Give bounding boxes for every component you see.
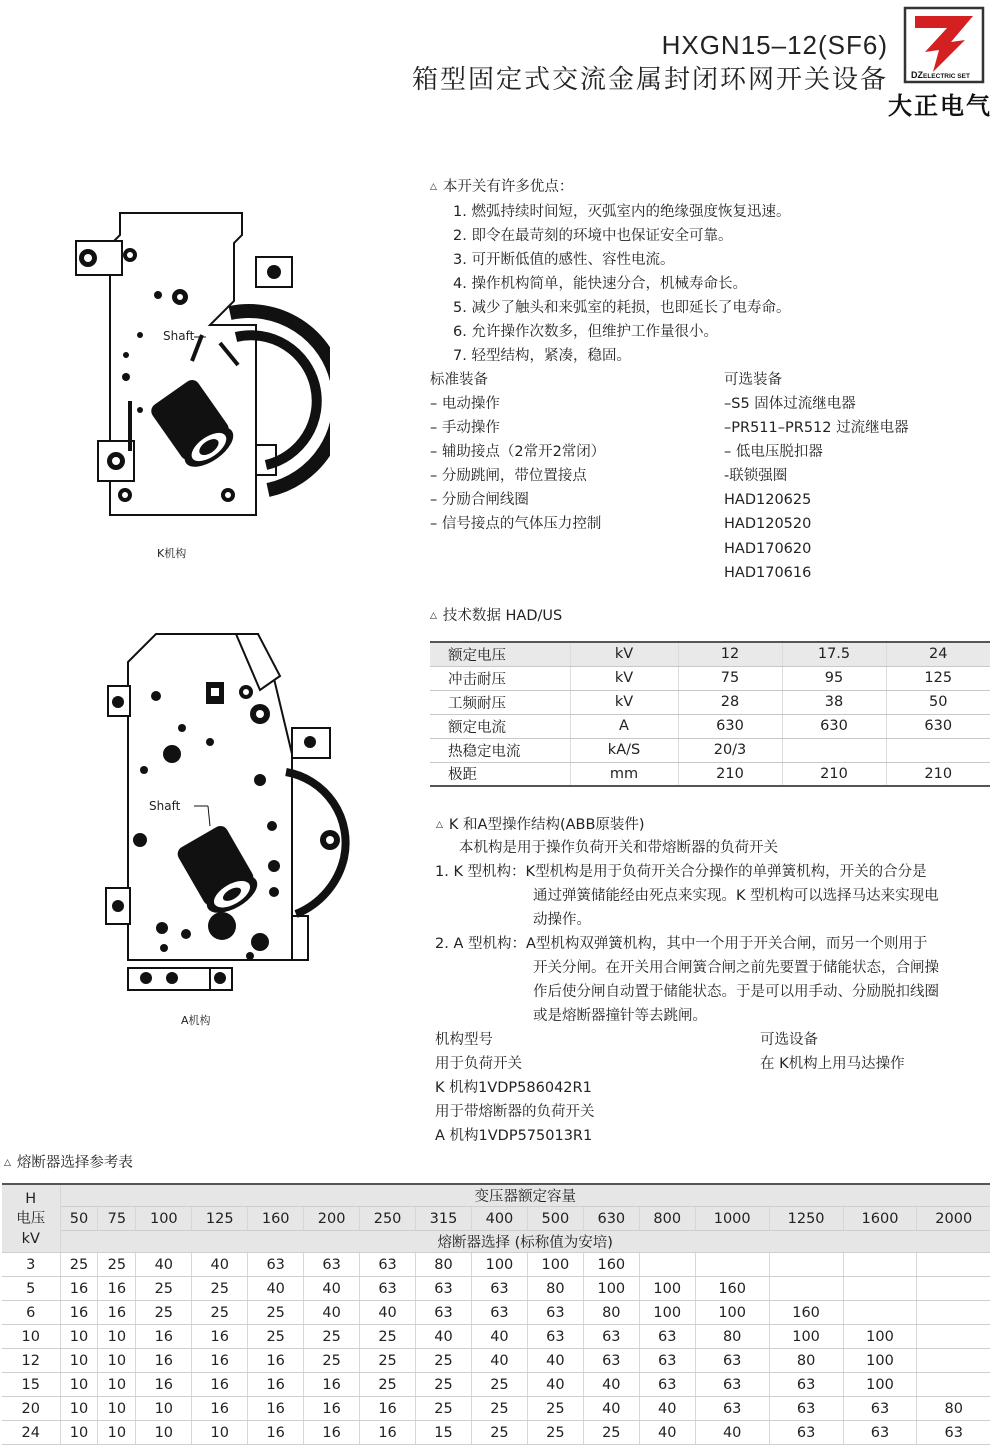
fuse-value-cell: 16 <box>98 1301 136 1325</box>
fuse-value-cell: 16 <box>248 1421 304 1445</box>
mechanism-model-item: 用于负荷开关 <box>435 1056 522 1072</box>
fuse-value-cell: 16 <box>136 1373 192 1397</box>
table-cell: 50 <box>886 690 990 714</box>
table-cell: 12 <box>678 642 782 666</box>
advantage-item: 1. 燃弧持续时间短，灭弧室内的绝缘强度恢复迅速。 <box>453 204 791 220</box>
table-cell: 210 <box>782 762 886 786</box>
table-header-row <box>2 1184 990 1207</box>
capacity-cell: 400 <box>471 1207 527 1231</box>
fuse-value-cell: 63 <box>695 1373 769 1397</box>
capacity-cell: 250 <box>360 1207 416 1231</box>
table-cell: 95 <box>782 666 886 690</box>
voltage-cell: 24 <box>2 1421 60 1445</box>
table-cell: A <box>570 714 678 738</box>
capacity-cell: 630 <box>583 1207 639 1231</box>
fuse-value-cell: 100 <box>639 1277 695 1301</box>
table-row <box>2 1301 990 1325</box>
voltage-cell: 5 <box>2 1277 60 1301</box>
fuse-value-cell: 63 <box>639 1349 695 1373</box>
fuse-value-cell <box>917 1253 990 1277</box>
fuse-value-cell: 100 <box>527 1253 583 1277</box>
fuse-value-cell: 63 <box>917 1421 990 1445</box>
capacity-cell: 315 <box>416 1207 472 1231</box>
optional-equipment-item: HAD170620 <box>724 541 812 557</box>
fuse-value-cell: 10 <box>60 1421 98 1445</box>
fuse-value-cell: 40 <box>527 1373 583 1397</box>
fuse-value-cell <box>917 1277 990 1301</box>
voltage-cell: 6 <box>2 1301 60 1325</box>
fuse-value-cell: 25 <box>304 1349 360 1373</box>
table-cell: 630 <box>886 714 990 738</box>
standard-equipment-item: – 分励跳闸，带位置接点 <box>430 468 587 484</box>
fuse-value-cell: 25 <box>136 1277 192 1301</box>
fuse-selection-table <box>2 1183 990 1445</box>
table-cell: kV <box>570 642 678 666</box>
standard-equipment-item: – 辅助接点（2常开2常闭） <box>430 444 606 460</box>
fuse-value-cell: 25 <box>527 1397 583 1421</box>
table-cell: 28 <box>678 690 782 714</box>
table-cell <box>782 738 886 762</box>
fuse-value-cell: 100 <box>583 1277 639 1301</box>
table-cell: 24 <box>886 642 990 666</box>
k-shaft-label: Shaft <box>163 329 195 343</box>
fuse-value-cell: 80 <box>769 1349 843 1373</box>
optional-equipment-heading: 可选装备 <box>724 372 782 388</box>
table-cell: kA/S <box>570 738 678 762</box>
mechanism-model-item: A 机构1VDP575013R1 <box>435 1128 593 1144</box>
fuse-value-cell: 25 <box>248 1325 304 1349</box>
fuse-value-cell: 16 <box>248 1349 304 1373</box>
advantage-item: 5. 减少了触头和来弧室的耗损，也即延长了电寿命。 <box>453 300 791 316</box>
fuse-value-cell: 63 <box>248 1253 304 1277</box>
fuse-value-cell: 63 <box>527 1301 583 1325</box>
fuse-value-cell: 16 <box>248 1397 304 1421</box>
mechanism-heading: △ K 和A型操作结构(ABB原装件) <box>436 817 645 833</box>
table-row <box>2 1397 990 1421</box>
standard-equipment-item: – 分励合闸线圈 <box>430 492 529 508</box>
fuse-value-cell: 63 <box>471 1277 527 1301</box>
capacity-cell: 100 <box>136 1207 192 1231</box>
fuse-value-cell <box>639 1253 695 1277</box>
capacity-cell: 125 <box>192 1207 248 1231</box>
fuse-value-cell: 40 <box>192 1253 248 1277</box>
fuse-value-cell: 63 <box>843 1421 917 1445</box>
fuse-value-cell: 25 <box>360 1373 416 1397</box>
fuse-value-cell: 10 <box>60 1349 98 1373</box>
fuse-value-cell: 10 <box>60 1397 98 1421</box>
table-row <box>430 738 990 762</box>
voltage-cell: 15 <box>2 1373 60 1397</box>
fuse-value-cell: 40 <box>360 1301 416 1325</box>
table-cell: 额定电压 <box>430 642 570 666</box>
capacity-cell: 200 <box>304 1207 360 1231</box>
optional-equipment-item: –PR511–PR512 过流继电器 <box>724 420 909 436</box>
fuse-value-cell: 10 <box>136 1421 192 1445</box>
advantage-item: 7. 轻型结构，紧凑，稳固。 <box>453 348 631 364</box>
fuse-value-cell: 40 <box>304 1277 360 1301</box>
fuse-value-cell: 63 <box>304 1253 360 1277</box>
fuse-value-cell: 100 <box>695 1301 769 1325</box>
voltage-cell: 3 <box>2 1253 60 1277</box>
table-cell: 38 <box>782 690 886 714</box>
a-mechanism-text: 开关分闸。在开关用合闸簧合闸之前先要置于储能状态，合闸操 <box>533 960 939 976</box>
fuse-value-cell: 63 <box>695 1349 769 1373</box>
capacity-cell: 1000 <box>695 1207 769 1231</box>
fuse-value-cell: 40 <box>471 1349 527 1373</box>
fuse-value-cell: 63 <box>639 1325 695 1349</box>
fuse-value-cell: 100 <box>843 1373 917 1397</box>
fuse-value-cell: 100 <box>843 1325 917 1349</box>
fuse-value-cell: 16 <box>60 1301 98 1325</box>
fuse-value-cell: 25 <box>471 1421 527 1445</box>
fuse-value-cell: 40 <box>527 1349 583 1373</box>
mechanism-optional-heading: 可选设备 <box>760 1032 818 1048</box>
fuse-value-cell: 10 <box>98 1397 136 1421</box>
fuse-value-cell: 16 <box>304 1373 360 1397</box>
advantage-item: 2. 即令在最苛刻的环境中也保证安全可靠。 <box>453 228 733 244</box>
table-cell: 17.5 <box>782 642 886 666</box>
capacity-cell: 1250 <box>769 1207 843 1231</box>
fuse-value-cell: 10 <box>98 1421 136 1445</box>
capacity-cell: 75 <box>98 1207 136 1231</box>
fuse-value-cell: 25 <box>248 1301 304 1325</box>
optional-equipment-item: –S5 固体过流继电器 <box>724 396 856 412</box>
capacity-title: 变压器额定容量 <box>60 1184 990 1207</box>
page-title: 箱型固定式交流金属封闭环网开关设备 <box>411 65 888 95</box>
fuse-value-cell <box>917 1325 990 1349</box>
fuse-value-cell: 25 <box>98 1253 136 1277</box>
fuse-value-cell: 16 <box>192 1397 248 1421</box>
table-row <box>2 1421 990 1445</box>
fuse-value-cell: 63 <box>360 1253 416 1277</box>
table-cell: 75 <box>678 666 782 690</box>
fuse-value-cell: 25 <box>471 1397 527 1421</box>
table-cell: 630 <box>678 714 782 738</box>
voltage-cell: 10 <box>2 1325 60 1349</box>
fuse-value-cell: 10 <box>60 1373 98 1397</box>
table-cell: 额定电流 <box>430 714 570 738</box>
capacity-cell: 800 <box>639 1207 695 1231</box>
fuse-value-cell: 63 <box>471 1301 527 1325</box>
fuse-value-cell: 16 <box>360 1421 416 1445</box>
fuse-value-cell: 63 <box>695 1397 769 1421</box>
voltage-cell: 20 <box>2 1397 60 1421</box>
selection-title: 熔断器选择 (标称值为安培) <box>60 1231 990 1253</box>
model-number: HXGN15–12(SF6) <box>661 30 888 60</box>
fuse-value-cell: 63 <box>769 1373 843 1397</box>
tech-data-table <box>430 641 990 787</box>
fuse-value-cell: 63 <box>843 1397 917 1421</box>
fuse-value-cell <box>917 1301 990 1325</box>
fuse-value-cell: 100 <box>769 1325 843 1349</box>
standard-equipment-item: – 信号接点的气体压力控制 <box>430 516 602 532</box>
fuse-value-cell: 160 <box>695 1277 769 1301</box>
standard-equipment-item: – 手动操作 <box>430 420 500 436</box>
fuse-value-cell: 63 <box>583 1325 639 1349</box>
table-row <box>2 1277 990 1301</box>
fuse-value-cell: 63 <box>769 1397 843 1421</box>
fuse-value-cell <box>843 1301 917 1325</box>
fuse-value-cell: 40 <box>471 1325 527 1349</box>
a-mechanism-text: 或是熔断器撞针等去跳闸。 <box>533 1008 707 1024</box>
mechanism-model-item: K 机构1VDP586042R1 <box>435 1080 592 1096</box>
fuse-value-cell: 16 <box>136 1325 192 1349</box>
voltage-cell: 12 <box>2 1349 60 1373</box>
fuse-value-cell: 16 <box>360 1397 416 1421</box>
mechanism-intro: 本机构是用于操作负荷开关和带熔断器的负荷开关 <box>459 840 778 856</box>
fuse-value-cell <box>917 1373 990 1397</box>
tech-data-heading: △ 技术数据 HAD/US <box>430 608 563 624</box>
fuse-value-cell: 40 <box>136 1253 192 1277</box>
fuse-value-cell: 25 <box>583 1421 639 1445</box>
table-row <box>430 762 990 786</box>
table-cell: 热稳定电流 <box>430 738 570 762</box>
a-mechanism-text: 作后使分闸自动置于储能状态。于是可以用手动、分励脱扣线圈 <box>533 984 939 1000</box>
fuse-value-cell: 100 <box>843 1349 917 1373</box>
table-row <box>430 690 990 714</box>
fuse-value-cell: 25 <box>192 1277 248 1301</box>
k-mechanism-text: 动操作。 <box>533 912 591 928</box>
table-row <box>2 1349 990 1373</box>
fuse-table-heading: △ 熔断器选择参考表 <box>4 1155 133 1171</box>
fuse-value-cell: 63 <box>360 1277 416 1301</box>
fuse-value-cell: 16 <box>192 1325 248 1349</box>
fuse-value-cell: 25 <box>416 1349 472 1373</box>
standard-equipment-heading: 标准装备 <box>430 372 488 388</box>
k-mechanism-diagram <box>70 205 330 525</box>
mechanism-model-heading: 机构型号 <box>435 1032 493 1048</box>
a-mechanism-text: 2. A 型机构：A型机构双弹簧机构，其中一个用于开关合闸，而另一个则用于 <box>435 936 928 952</box>
fuse-value-cell <box>769 1277 843 1301</box>
advantage-item: 3. 可开断低值的感性、容性电流。 <box>453 252 675 268</box>
capacity-cell: 160 <box>248 1207 304 1231</box>
table-row <box>2 1325 990 1349</box>
fuse-value-cell: 63 <box>769 1421 843 1445</box>
fuse-value-cell: 40 <box>583 1373 639 1397</box>
fuse-value-cell: 63 <box>583 1349 639 1373</box>
fuse-value-cell: 25 <box>527 1421 583 1445</box>
table-row <box>2 1373 990 1397</box>
advantage-item: 6. 允许操作次数多，但维护工作量很小。 <box>453 324 718 340</box>
fuse-value-cell: 25 <box>416 1373 472 1397</box>
fuse-value-cell: 16 <box>304 1421 360 1445</box>
fuse-value-cell <box>695 1253 769 1277</box>
fuse-value-cell: 25 <box>304 1325 360 1349</box>
fuse-value-cell: 10 <box>98 1373 136 1397</box>
fuse-value-cell: 16 <box>304 1397 360 1421</box>
company-logo <box>903 6 985 84</box>
table-cell: 工频耐压 <box>430 690 570 714</box>
fuse-value-cell: 160 <box>769 1301 843 1325</box>
table-cell: 630 <box>782 714 886 738</box>
fuse-value-cell: 25 <box>136 1301 192 1325</box>
k-mechanism-text: 通过弹簧储能经由死点来实现。K 型机构可以选择马达来实现电 <box>533 888 939 904</box>
table-row <box>2 1253 990 1277</box>
fuse-value-cell: 16 <box>136 1349 192 1373</box>
fuse-value-cell: 63 <box>639 1373 695 1397</box>
capacity-cell: 50 <box>60 1207 98 1231</box>
table-cell: 冲击耐压 <box>430 666 570 690</box>
fuse-value-cell <box>843 1277 917 1301</box>
fuse-value-cell: 10 <box>98 1325 136 1349</box>
voltage-header: H 电压 kV <box>2 1184 60 1253</box>
fuse-value-cell: 100 <box>471 1253 527 1277</box>
table-row <box>430 642 990 666</box>
table-row <box>430 666 990 690</box>
table-header-row <box>2 1231 990 1253</box>
fuse-value-cell: 80 <box>695 1325 769 1349</box>
fuse-value-cell <box>843 1253 917 1277</box>
table-cell: kV <box>570 690 678 714</box>
fuse-value-cell: 25 <box>471 1373 527 1397</box>
brand-name: 大正电气 <box>888 91 992 120</box>
mechanism-optional-item: 在 K机构上用马达操作 <box>760 1056 905 1072</box>
advantages-heading: △ 本开关有许多优点： <box>430 179 574 195</box>
fuse-value-cell: 40 <box>695 1421 769 1445</box>
table-row <box>430 714 990 738</box>
fuse-value-cell: 80 <box>527 1277 583 1301</box>
a-shaft-label: Shaft <box>149 799 181 813</box>
fuse-value-cell: 80 <box>583 1301 639 1325</box>
fuse-value-cell: 25 <box>416 1397 472 1421</box>
fuse-value-cell: 10 <box>98 1349 136 1373</box>
optional-equipment-item: – 低电压脱扣器 <box>724 444 823 460</box>
table-cell: 125 <box>886 666 990 690</box>
fuse-value-cell: 40 <box>639 1421 695 1445</box>
table-cell: mm <box>570 762 678 786</box>
capacity-cell: 1600 <box>843 1207 917 1231</box>
fuse-value-cell: 16 <box>248 1373 304 1397</box>
advantage-item: 4. 操作机构简单，能快速分合，机械寿命长。 <box>453 276 747 292</box>
k-mechanism-caption: K机构 <box>157 547 187 560</box>
table-cell: 210 <box>886 762 990 786</box>
mechanism-model-item: 用于带熔断器的负荷开关 <box>435 1104 595 1120</box>
capacity-cell: 2000 <box>917 1207 990 1231</box>
fuse-value-cell: 25 <box>360 1325 416 1349</box>
table-cell: kV <box>570 666 678 690</box>
fuse-value-cell: 15 <box>416 1421 472 1445</box>
fuse-value-cell: 40 <box>416 1325 472 1349</box>
fuse-value-cell: 16 <box>98 1277 136 1301</box>
fuse-value-cell: 16 <box>60 1277 98 1301</box>
fuse-value-cell: 63 <box>527 1325 583 1349</box>
fuse-value-cell: 10 <box>136 1397 192 1421</box>
fuse-value-cell: 100 <box>639 1301 695 1325</box>
k-mechanism-text: 1. K 型机构：K型机构是用于负荷开关合分操作的单弹簧机构，开关的合分是 <box>435 864 927 880</box>
a-mechanism-caption: A机构 <box>181 1014 211 1027</box>
fuse-value-cell <box>917 1349 990 1373</box>
fuse-value-cell: 25 <box>192 1301 248 1325</box>
fuse-value-cell: 63 <box>416 1301 472 1325</box>
fuse-value-cell: 10 <box>60 1325 98 1349</box>
fuse-value-cell: 10 <box>192 1421 248 1445</box>
optional-equipment-item: -联锁强圈 <box>724 468 788 484</box>
standard-equipment-item: – 电动操作 <box>430 396 500 412</box>
svg-text:DZELECTRIC SET: DZELECTRIC SET <box>911 70 970 80</box>
optional-equipment-item: HAD170616 <box>724 565 812 581</box>
capacity-cell: 500 <box>527 1207 583 1231</box>
fuse-value-cell: 80 <box>917 1397 990 1421</box>
fuse-value-cell: 16 <box>192 1349 248 1373</box>
fuse-value-cell: 16 <box>192 1373 248 1397</box>
fuse-value-cell: 25 <box>360 1349 416 1373</box>
fuse-value-cell: 160 <box>583 1253 639 1277</box>
fuse-value-cell: 25 <box>60 1253 98 1277</box>
table-cell: 210 <box>678 762 782 786</box>
fuse-value-cell: 40 <box>248 1277 304 1301</box>
table-cell: 极距 <box>430 762 570 786</box>
capacity-row <box>2 1207 990 1231</box>
optional-equipment-item: HAD120625 <box>724 492 812 508</box>
fuse-value-cell: 40 <box>639 1397 695 1421</box>
fuse-value-cell <box>769 1253 843 1277</box>
fuse-value-cell: 40 <box>304 1301 360 1325</box>
fuse-value-cell: 40 <box>583 1397 639 1421</box>
table-cell: 20/3 <box>678 738 782 762</box>
fuse-value-cell: 63 <box>416 1277 472 1301</box>
a-mechanism-diagram <box>100 630 360 1000</box>
optional-equipment-item: HAD120520 <box>724 516 812 532</box>
table-cell <box>886 738 990 762</box>
fuse-value-cell: 80 <box>416 1253 472 1277</box>
